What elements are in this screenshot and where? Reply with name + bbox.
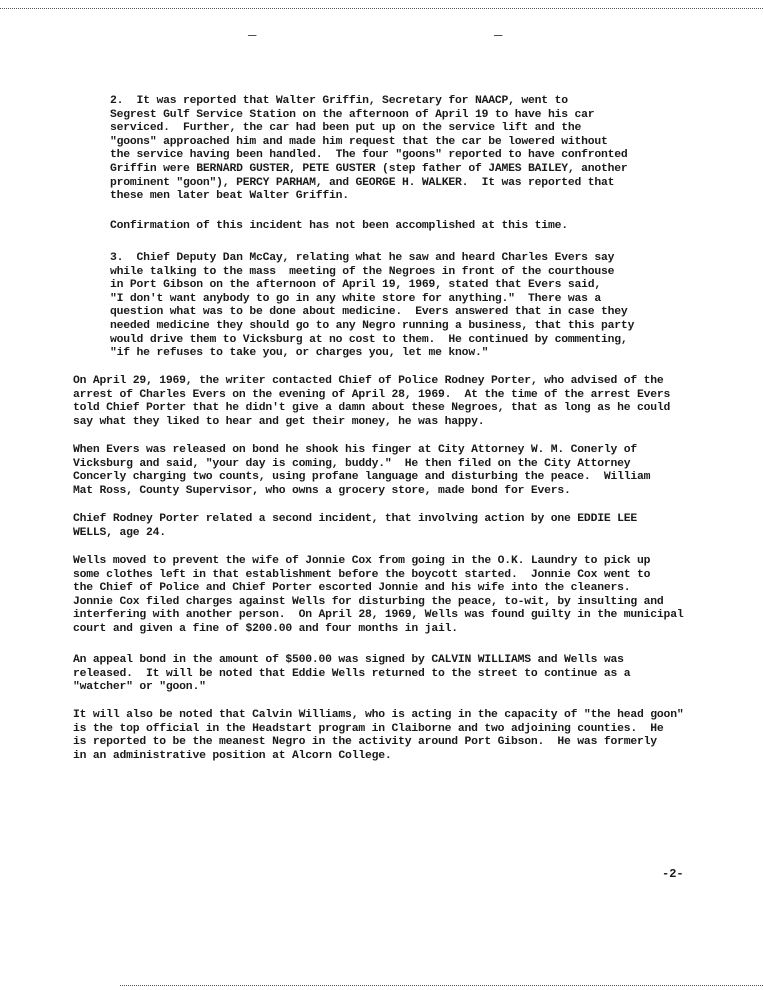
second-incident-paragraph: Chief Rodney Porter related a second incident, that involving action by one EDDIE LEE WELLS, age 24. bbox=[73, 513, 638, 539]
evers-released-paragraph: When Evers was released on bond he shook his finger at City Attorney W. M. Conerly of Vicksburg and said, "your day is coming, buddy." He then filed on the City Attorney Concerly charging two counts, using profane language and disturbing the peace. William Mat Ross, County Supervisor, who owns a grocery store, made bond for Evers. bbox=[73, 444, 651, 497]
calvin-williams-paragraph: It will also be noted that Calvin Williams, who is acting in the capacity of "the head goon" is the top official in the Headstart program in Claiborne and two adjoining counties. He is reported to be the meanest Negro in the activity around Port Gibson. He was formerly in an administrative position at Alcorn College. bbox=[73, 709, 684, 762]
top-edge-artifact bbox=[0, 8, 763, 10]
page-number: -2- bbox=[662, 867, 684, 881]
paragraph-3: 3. Chief Deputy Dan McCay, relating what he saw and heard Charles Evers say while talking to the mass meeting of the Negroes in front of the courthouse in Port Gibson on the afternoon of April 19, 1969, stated that Evers said, "I don't want anybody to go in any white store for anything." There was a question what was to be done about medicine. Evers answered that in case they needed medicine they should go to any Negro running a business, that this party would drive them to Vicksburg at no cost to them. He continued by commenting, "if he refuses to take you, or charges you, let me know." bbox=[110, 252, 635, 360]
appeal-bond-paragraph: An appeal bond in the amount of $500.00 was signed by CALVIN WILLIAMS and Wells was released. It will be noted that Eddie Wells returned to the street to continue as a "watcher" or "goon." bbox=[73, 654, 631, 694]
paragraph-2: 2. It was reported that Walter Griffin, Secretary for NAACP, went to Segrest Gulf Service Station on the afternoon of April 19 to have his car serviced. Further, the car had been put up on the service lift and the "goons" approached him and made him request that the car be lowered without the service having been handled. The four "goons" reported to have confronted Griffin were BERNARD GUSTER, PETE GUSTER (step father of JAMES BAILEY, another prominent "goon"), PERCY PARHAM, and GEORGE H. WALKER. It was reported that these men later beat Walter Griffin. bbox=[110, 95, 628, 203]
april-29-paragraph: On April 29, 1969, the writer contacted Chief of Police Rodney Porter, who advised of the arrest of Charles Evers on the evening of April 28, 1969. At the time of the arrest Evers told Chief Porter that he didn't give a damn about these Negroes, that as long as he could say what they liked to hear and get their money, he was happy. bbox=[73, 375, 671, 428]
bottom-edge-artifact bbox=[120, 985, 763, 987]
hole-punch-mark-right: — bbox=[494, 28, 503, 44]
hole-punch-mark-left: — bbox=[248, 28, 257, 44]
wells-laundry-paragraph: Wells moved to prevent the wife of Jonnie Cox from going in the O.K. Laundry to pick up some clothes left in that establishment before the boycott started. Jonnie Cox went to the Chief of Police and Chief Porter escorted Jonnie and his wife into the cleaners. Jonnie Cox filed charges against Wells for disturbing the peace, to-wit, by insulting and interfering with another person. On April 28, 1969, Wells was found guilty in the municipal court and given a fine of $200.00 and four months in jail. bbox=[73, 555, 684, 635]
confirmation-paragraph: Confirmation of this incident has not been accomplished at this time. bbox=[110, 220, 568, 232]
